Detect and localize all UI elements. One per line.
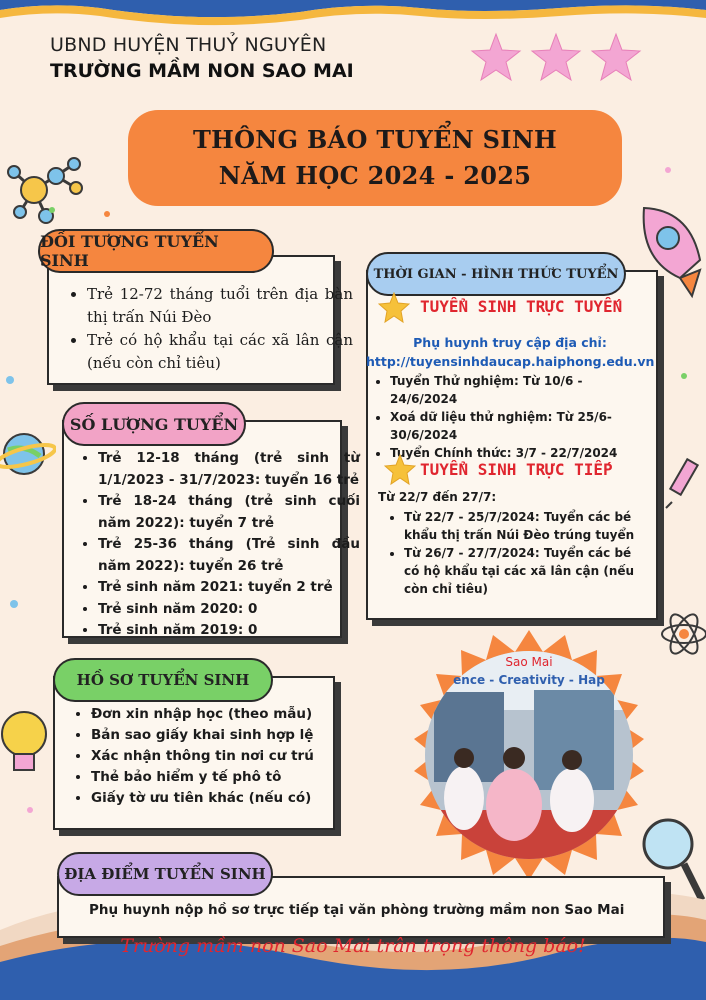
molecule-icon — [4, 150, 86, 228]
online-schedule-item: • Xoá dữ liệu thử nghiệm: Từ 25/6-30/6/2024 — [390, 408, 652, 444]
star-icon — [532, 34, 580, 80]
star-icon — [472, 34, 520, 80]
closing-announcement: Trường mầm non Sao Mai trân trọng thông báo! — [120, 935, 586, 957]
quota-item: • Trẻ 25-36 tháng (Trẻ sinh đầu năm 2022): tuyển 26 trẻ — [98, 534, 360, 577]
star-icon — [592, 34, 640, 80]
online-enrollment-title: TUYỂN SINH TRỰC TUYẾN — [420, 297, 623, 316]
school-name: TRƯỜNG MẦM NON SAO MAI — [50, 60, 354, 82]
in-person-date-range: Từ 22/7 đến 27/7: — [378, 490, 497, 504]
in-person-enrollment-title: TUYỂN SINH TRỰC TIẾP — [420, 460, 613, 479]
target-section-box — [47, 255, 353, 385]
online-schedule-list — [370, 372, 652, 462]
location-text: Phụ huynh nộp hồ sơ trực tiếp tại văn phòng trường mầm non Sao Mai — [89, 902, 625, 918]
title-banner — [128, 110, 622, 206]
quota-item: • Trẻ 12-18 tháng (trẻ sinh từ 1/1/2023 - 31/7/2023: tuyển 16 trẻ — [98, 448, 360, 491]
lightbulb-icon — [0, 700, 56, 784]
schedule-section-heading: THỜI GIAN - HÌNH THỨC TUYỂN — [366, 252, 626, 296]
online-schedule-item: • Tuyển Chính thức: 3/7 - 22/7/2024 — [390, 444, 652, 462]
star-icon-group — [468, 30, 648, 86]
document-item: • Giấy tờ ưu tiên khác (nếu có) — [91, 788, 349, 809]
target-item: • Trẻ có hộ khẩu tại các xã lân cận (nếu còn chỉ tiêu) — [87, 329, 353, 375]
document-item: • Đơn xin nhập học (theo mẫu) — [91, 704, 349, 725]
quota-item: • Trẻ 18-24 tháng (trẻ sinh cuối năm 2022): tuyển 7 trẻ — [98, 491, 360, 534]
document-item: • Bản sao giấy khai sinh hợp lệ — [91, 725, 349, 746]
online-schedule-item: • Tuyển Thử nghiệm: Từ 10/6 - 24/6/2024 — [390, 372, 652, 408]
in-person-schedule-item: • Từ 26/7 - 27/7/2024: Tuyển các bé có hộ khẩu tại các xã lân cận (nếu còn chỉ tiêu) — [404, 544, 650, 598]
in-person-schedule-item: • Từ 22/7 - 25/7/2024: Tuyển các bé khẩu thị trấn Núi Đèo trúng tuyển — [404, 508, 650, 544]
event-photo — [404, 630, 654, 880]
target-item: • Trẻ 12-72 tháng tuổi trên địa bàn thị trấn Núi Đèo — [87, 283, 353, 329]
location-section-heading: ĐỊA ĐIỂM TUYỂN SINH — [57, 852, 273, 896]
quota-section-heading: SỐ LƯỢNG TUYỂN — [62, 402, 246, 446]
quota-item: • Trẻ sinh năm 2019: 0 — [98, 620, 360, 642]
star-icon — [378, 292, 410, 324]
quota-section-box — [62, 420, 360, 638]
document-item: • Xác nhận thông tin nơi cư trú — [91, 746, 349, 767]
planet-icon — [0, 420, 56, 490]
in-person-schedule-list — [388, 508, 650, 598]
title-line-2: NĂM HỌC 2024 - 2025 — [218, 161, 532, 190]
quota-item: • Trẻ sinh năm 2021: tuyển 2 trẻ — [98, 577, 360, 599]
district-name: UBND HUYỆN THUỶ NGUYÊN — [50, 34, 327, 56]
photo-sign-title: Sao Mai — [505, 655, 553, 669]
target-section-heading: ĐỐI TƯỢNG TUYỂN SINH — [38, 229, 274, 273]
atom-icon — [656, 598, 706, 670]
document-item: • Thẻ bảo hiểm y tế phô tô — [91, 767, 349, 788]
access-url-link[interactable]: http://tuyensinhdaucap.haiphong.edu.vn — [366, 354, 655, 369]
quota-item: • Trẻ sinh năm 2020: 0 — [98, 599, 360, 621]
title-line-1: THÔNG BÁO TUYỂN SINH — [192, 125, 558, 154]
photo-sign-slogan: ence - Creativity - Hap — [453, 673, 605, 687]
star-icon — [384, 454, 416, 486]
access-label: Phụ huynh truy cập địa chỉ: — [413, 335, 607, 350]
documents-section-heading: HỒ SƠ TUYỂN SINH — [53, 658, 273, 702]
syringe-icon — [664, 450, 706, 510]
access-instructions — [366, 333, 654, 371]
